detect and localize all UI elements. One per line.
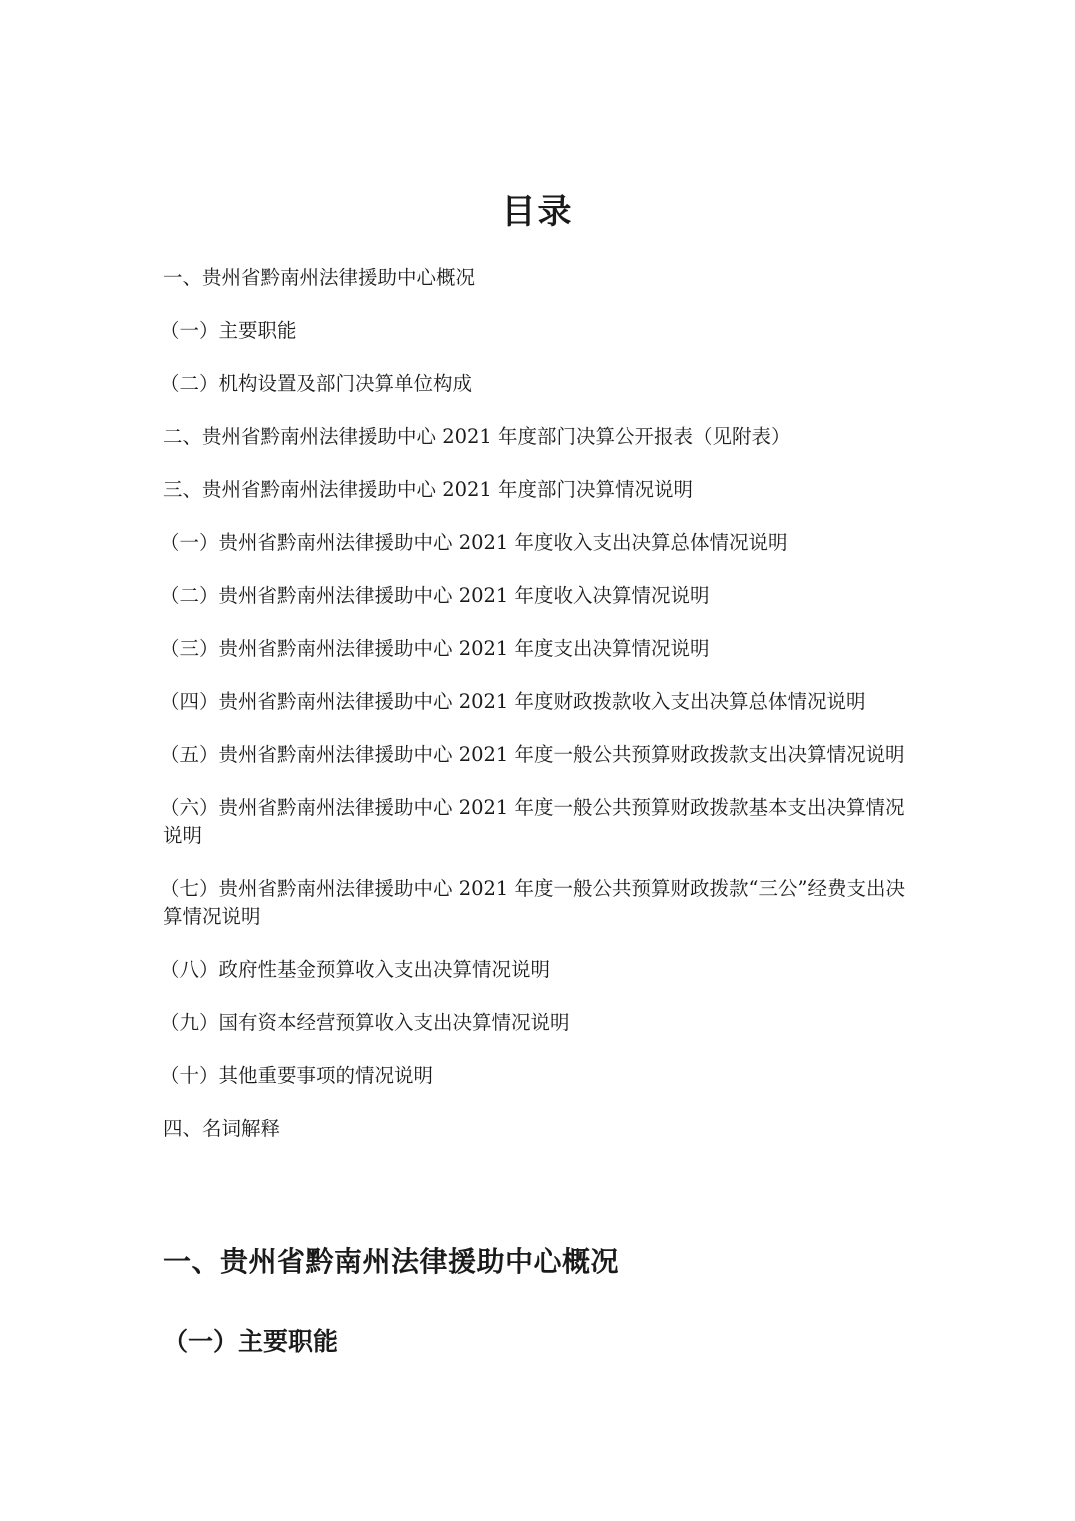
toc-item[interactable]: 一、贵州省黔南州法律援助中心概况 xyxy=(163,266,476,289)
toc-item[interactable]: （七）贵州省黔南州法律援助中心 2021 年度一般公共预算财政拨款“三公”经费支出决算情况说明 xyxy=(160,877,905,928)
toc-item[interactable]: （一）贵州省黔南州法律援助中心 2021 年度收入支出决算总体情况说明 xyxy=(160,531,788,554)
toc-item[interactable]: （三）贵州省黔南州法律援助中心 2021 年度支出决算情况说明 xyxy=(160,637,710,660)
subsection-heading: （一）主要职能 xyxy=(163,1327,339,1356)
toc-item[interactable]: 三、贵州省黔南州法律援助中心 2021 年度部门决算情况说明 xyxy=(163,478,694,501)
toc-item[interactable]: （二）贵州省黔南州法律援助中心 2021 年度收入决算情况说明 xyxy=(160,584,710,607)
table-of-contents xyxy=(160,264,913,1168)
section-heading: 一、贵州省黔南州法律援助中心概况 xyxy=(163,1245,620,1278)
toc-title: 目录 xyxy=(501,192,574,232)
toc-item[interactable]: （十）其他重要事项的情况说明 xyxy=(160,1064,434,1087)
toc-item[interactable]: （四）贵州省黔南州法律援助中心 2021 年度财政拨款收入支出决算总体情况说明 xyxy=(160,690,866,713)
toc-item[interactable]: 四、名词解释 xyxy=(163,1117,281,1140)
toc-item[interactable]: 二、贵州省黔南州法律援助中心 2021 年度部门决算公开报表（见附表） xyxy=(163,425,791,448)
toc-item[interactable]: （五）贵州省黔南州法律援助中心 2021 年度一般公共预算财政拨款支出决算情况说明 xyxy=(160,743,905,766)
toc-item[interactable]: （一）主要职能 xyxy=(160,319,297,342)
toc-item[interactable]: （九）国有资本经营预算收入支出决算情况说明 xyxy=(160,1011,570,1034)
toc-item[interactable]: （二）机构设置及部门决算单位构成 xyxy=(160,372,473,395)
toc-item[interactable]: （八）政府性基金预算收入支出决算情况说明 xyxy=(160,958,551,981)
toc-item[interactable]: （六）贵州省黔南州法律援助中心 2021 年度一般公共预算财政拨款基本支出决算情况说明 xyxy=(160,796,905,847)
